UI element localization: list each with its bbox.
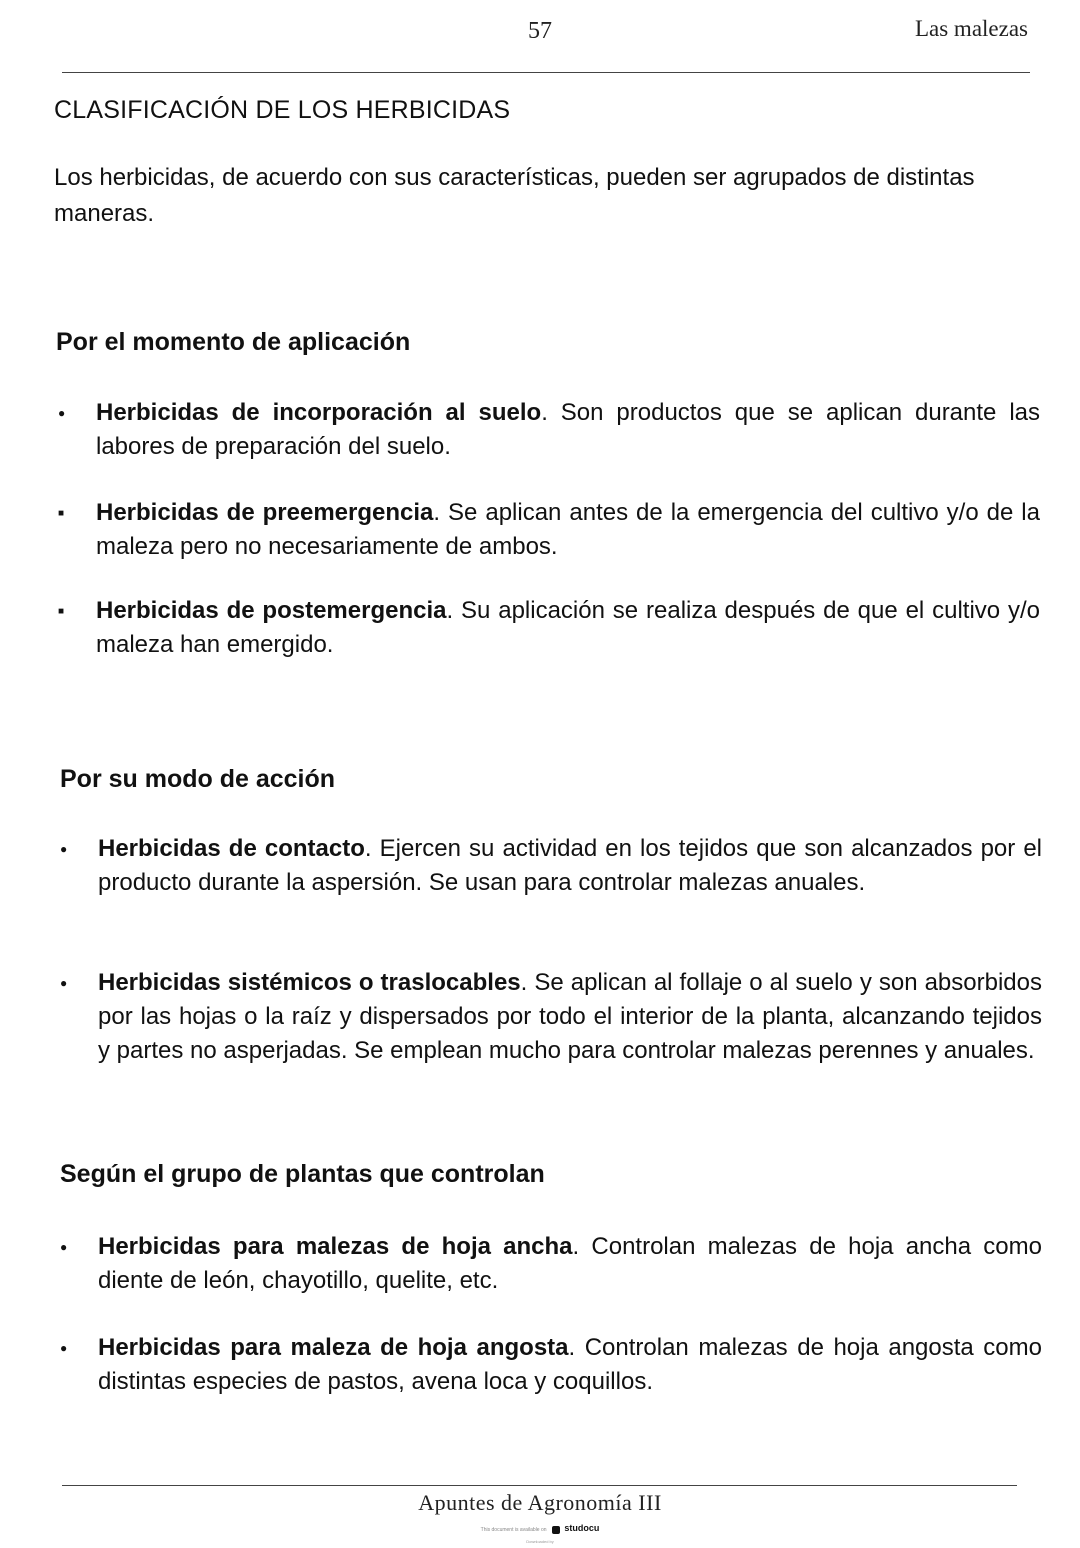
bullet-dot-icon [60, 832, 67, 869]
list-item [98, 1230, 1042, 1298]
bullet-square-icon [58, 496, 64, 535]
intro-paragraph: Los herbicidas, de acuerdo con sus características, pueden ser agrupados de distintas maneras. [54, 164, 975, 227]
item-text: . Se aplican al follaje o al suelo y son absorbidos por las hojas o la raíz y dispersados por todo el interior de la planta, alcanzando tejidos y partes no asperjadas. Se emplean mucho para controlar malezas perennes y anuales. [98, 969, 1042, 1064]
item-text: . Su aplicación se realiza después de que el cultivo y/o maleza han emergido. [96, 597, 1040, 658]
studocu-logo-icon [552, 1526, 560, 1534]
studocu-brand: studocu [564, 1523, 600, 1533]
downloaded-by-text: Downloaded by [526, 1539, 554, 1544]
item-term: Herbicidas para malezas de hoja ancha [98, 1233, 573, 1260]
section-heading-mode-of-action: Por su modo de acción [60, 765, 336, 793]
item-term: Herbicidas de contacto [98, 835, 365, 862]
page-title: CLASIFICACIÓN DE LOS HERBICIDAS [54, 96, 511, 124]
bullet-square-icon [58, 594, 64, 633]
list-item [98, 1331, 1042, 1399]
item-text: . Controlan malezas de hoja angosta como distintas especies de pastos, avena loca y coquillos. [98, 1334, 1042, 1395]
item-term: Herbicidas de preemergencia [96, 499, 434, 526]
item-text: . Ejercen su actividad en los tejidos que son alcanzados por el producto durante la aspersión. Se usan para controlar malezas anuales. [98, 835, 1042, 896]
bullet-dot-icon [60, 966, 67, 1003]
item-text: . Son productos que se aplican durante las labores de preparación del suelo. [96, 399, 1041, 460]
running-title: Las malezas [914, 16, 1028, 41]
list-item [98, 832, 1042, 900]
bullet-dot-icon [60, 1331, 67, 1368]
item-text: . Se aplican antes de la emergencia del cultivo y/o de la maleza pero no necesariamente de ambos. [96, 499, 1040, 560]
header-rule [62, 72, 1030, 73]
bullet-dot-icon [58, 396, 65, 433]
studocu-badge[interactable] [0, 1523, 1080, 1534]
section-heading-application-time: Por el momento de aplicación [56, 328, 411, 356]
item-text: . Controlan malezas de hoja ancha como diente de león, chayotillo, quelite, etc. [98, 1233, 1042, 1294]
available-on-text: This document is available on [480, 1527, 547, 1533]
list-item [96, 496, 1040, 564]
page-number: 57 [528, 18, 552, 44]
list-item [96, 594, 1040, 662]
item-term: Herbicidas sistémicos o traslocables [98, 969, 521, 996]
footer-book-title: Apuntes de Agronomía III [418, 1490, 662, 1515]
section-heading-plant-group: Según el grupo de plantas que controlan [60, 1160, 545, 1188]
list-item [98, 966, 1042, 1068]
bullet-dot-icon [60, 1230, 67, 1267]
item-term: Herbicidas de postemergencia [96, 597, 447, 624]
list-item [96, 396, 1040, 464]
item-term: Herbicidas para maleza de hoja angosta [98, 1334, 569, 1361]
item-term: Herbicidas de incorporación al suelo [96, 399, 542, 426]
footer-rule [62, 1485, 1017, 1486]
